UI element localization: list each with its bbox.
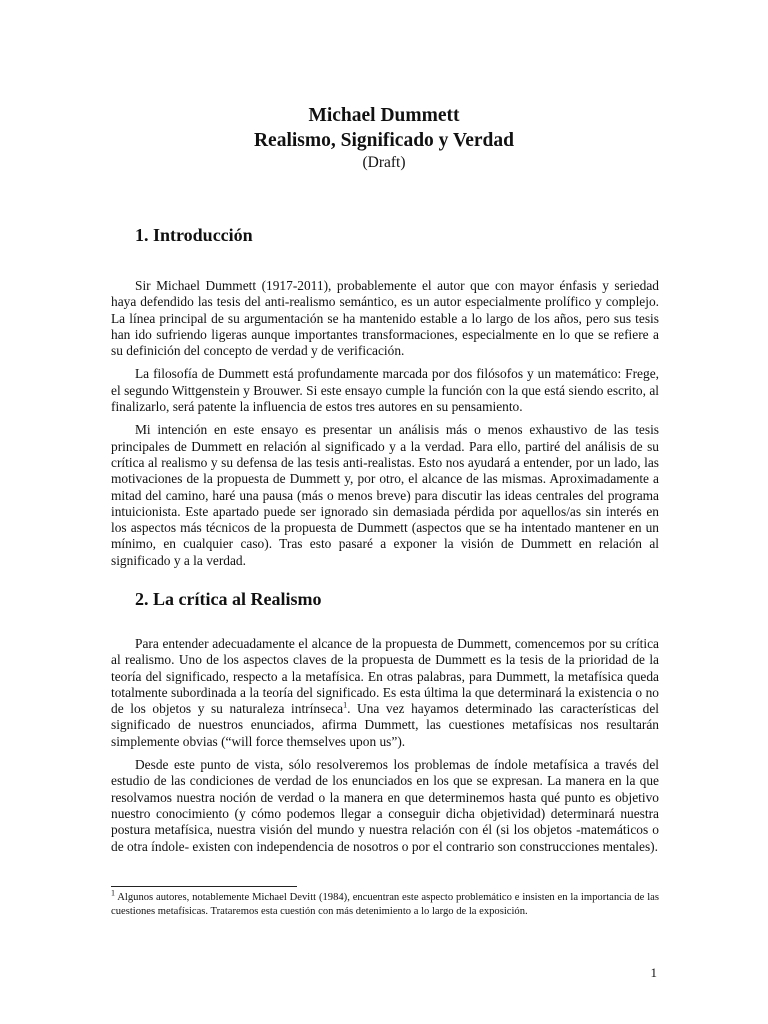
paragraph-text: Para entender adecuadamente el alcance de la propuesta de Dummett, comencemos por su crítica al realismo. Uno de los aspectos claves de la propuesta de Dummett es la tesis de la prioridad de la teoría del significado, respecto a la metafísica. En otras palabras, para Dummett, la metafísica queda totalmente subordinada a la teoría del significado. Es esta última la que determinará la existencia o no de los objetos y su naturaleza intrínseca: [111, 636, 659, 717]
paragraph: Sir Michael Dummett (1917-2011), probablemente el autor que con mayor énfasis y seriedad haya defendido las tesis del anti-realismo semántico, es un autor especialmente prolífico y complejo. La línea principal de su argumentación se ha mantenido estable a lo largo de los años, pero sus tesis han ido sufriendo ligeras aunque importantes transformaciones, especialmente en lo que se refiere a su definición del concepto de verdad y de verificación.: [111, 278, 659, 359]
footnote-reference[interactable]: 1: [343, 700, 348, 710]
title-block: [0, 103, 768, 173]
paragraph: [111, 636, 659, 750]
paragraph: Mi intención en este ensayo es presentar un análisis más o menos exhaustivo de las tesis principales de Dummett en relación al significado y a la verdad. Para ello, partiré del análisis de su crítica al realismo y su defensa de las tesis anti-realistas. Esto nos ayudará a entender, por un lado, las motivaciones de la propuesta de Dummett y, por otro, el alcance de las mismas. Aproximadamente a mitad del camino, haré una pausa (más o menos breve) para discutir las ideas centrales del programa intuicionista. Este apartado puede ser ignorado sin demasiada pérdida por aquellos/as sin interés en los aspectos más técnicos de la propuesta de Dummett (aspectos que se ha intentado mantener en un mínimo, en cualquier caso). Tras esto pasaré a exponer la visión de Dummett en relación al significado y a la verdad.: [111, 422, 659, 568]
footnote-separator: [111, 886, 297, 887]
section-heading-introduccion: 1. Introducción: [135, 225, 253, 245]
paragraph: La filosofía de Dummett está profundamente marcada por dos filósofos y un matemático: Frege, el segundo Wittgenstein y Brouwer. Si este ensayo cumple la función con la que está siendo escrito, al finalizarlo, será patente la influencia de estos tres autores en su pensamiento.: [111, 366, 659, 415]
footnote: [111, 888, 659, 918]
page-number: 1: [650, 965, 657, 980]
footnote-text: Algunos autores, notablemente Michael Devitt (1984), encuentran este aspecto problemático e insisten en la importancia de las cuestiones metafísicas. Trataremos esta cuestión con más detenimiento a lo largo de la exposición.: [111, 892, 659, 917]
author-name: Michael Dummett: [308, 105, 460, 126]
draft-label: (Draft): [362, 154, 406, 171]
section-critica-realismo: [111, 636, 659, 862]
footnote-mark: 1: [111, 888, 115, 898]
paragraph-text: . Una vez hayamos determinado las características del significado de nuestros enunciados, afirma Dummett, las cuestiones metafísicas nos resultarán simplemente obvias (“will force themselves upon us”).: [111, 701, 659, 749]
section-introduccion: [111, 278, 659, 576]
paragraph: Desde este punto de vista, sólo resolveremos los problemas de índole metafísica a través del estudio de las condiciones de verdad de los enunciados en los que se expresan. La manera en la que resolvamos nuestra noción de verdad o la manera en que determinemos hasta qué punto es objetivo nuestro conocimiento (y cómo podemos llegar a conseguir dicha objetividad) determinará nuestra postura metafísica, nuestra visión del mundo y nuestra relación con él (si los objetos -matemáticos o de otra índole- existen con independencia de nosotros o por el contrario son construcciones mentales).: [111, 757, 659, 854]
document-title: Realismo, Significado y Verdad: [253, 130, 515, 151]
section-heading-critica-realismo: 2. La crítica al Realismo: [135, 589, 322, 609]
